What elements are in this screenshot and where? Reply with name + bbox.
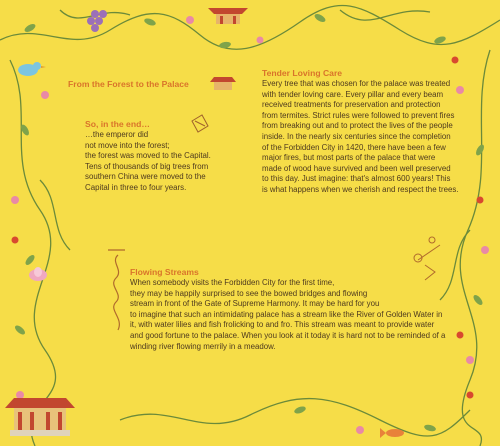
text-line: and good fortune to the palace. When you look at it today it is hard not to be reminded of a: [130, 330, 446, 340]
text-line: …the emperor did: [85, 130, 149, 139]
section-body-streams: [130, 278, 445, 352]
bottom-vine: [120, 399, 470, 436]
text-line: made of wood have survived and been well preserved: [262, 163, 451, 173]
section-title-end: So, in the end…: [85, 119, 150, 129]
top-vine: [0, 6, 500, 50]
text-line: it, with water lilies and fish frolicking to and fro. This stream was meant to provide water: [130, 320, 435, 330]
pavilion-bottom-icon: [5, 398, 75, 436]
text-line: not move into the forest;: [85, 140, 170, 150]
gate-roof-icon: [210, 77, 236, 90]
rope-sketch-icon: [108, 250, 125, 330]
text-line: Tens of thousands of big trees from: [85, 161, 209, 171]
leaves: [13, 12, 485, 432]
text-line: Every tree that was chosen for the palace was treated: [262, 79, 451, 88]
text-line: from termites. Strict rules were followed to prevent fires: [262, 110, 455, 120]
section-title-streams: Flowing Streams: [130, 267, 199, 277]
grapes-icon: [87, 10, 107, 32]
section-body-care: [262, 79, 459, 196]
section-title-forest: From the Forest to the Palace: [68, 79, 189, 89]
text-line: winding river flowing merrily in a meadow.: [130, 341, 276, 351]
text-line: southern China were moved to the: [85, 172, 206, 182]
text-line: to imagine that such an intimidating palace has a stream like the River of Golden Water in: [130, 309, 443, 319]
text-line: major fires, but most parts of the palace that were: [262, 153, 436, 163]
left-vine: [10, 60, 70, 446]
water-carrier-sketch-icon: [414, 237, 440, 280]
text-line: When somebody visits the Forbidden City for the first time,: [130, 278, 335, 287]
text-line: Capital in three to four years.: [85, 182, 187, 192]
text-line: is what happens when we cherish and respect the trees.: [262, 184, 459, 194]
text-line: they may be happily surprised to see the bowed bridges and flowing: [130, 288, 368, 298]
pavilion-top-icon: [208, 8, 248, 24]
text-line: from breaking out and to protect the lives of the people: [262, 121, 453, 131]
section-body-end: [85, 130, 211, 194]
text-line: inside. In the nearly six centuries since the completion: [262, 131, 451, 141]
text-line: received treatments for preservation and protection: [262, 100, 441, 110]
bird-icon: [18, 62, 46, 76]
text-line: stream in front of the Gate of Supreme Harmony. It may be hard for you: [130, 299, 380, 309]
text-line: with tender loving care. Every pillar and every beam: [262, 89, 444, 99]
text-line: of the Forbidden City in 1420, there have been a few: [262, 142, 446, 152]
section-title-care: Tender Loving Care: [262, 68, 343, 78]
text-line: to this day. Just imagine: that's almost 600 years! This: [262, 174, 451, 184]
lotus-icon: [29, 267, 47, 281]
text-line: the forest was moved to the Capital.: [85, 151, 211, 161]
